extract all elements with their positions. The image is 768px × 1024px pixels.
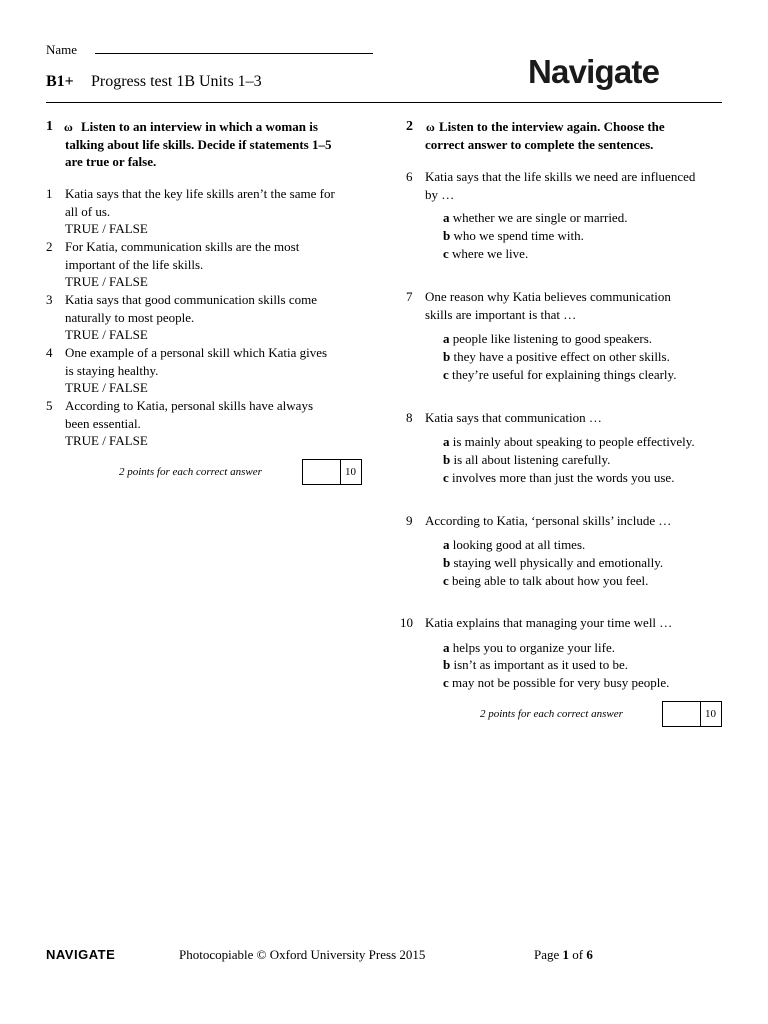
answer-option[interactable] [443, 227, 584, 245]
score-label: 2 points for each correct answer [119, 466, 262, 478]
score-total: 10 [345, 466, 356, 478]
option-letter: c [443, 246, 449, 261]
option-text: is mainly about speaking to people effectively. [452, 434, 695, 449]
question-number: 4 [46, 345, 53, 360]
page-current: 1 [562, 947, 570, 962]
instruction-line: are true or false. [65, 154, 157, 169]
option-letter: c [443, 470, 449, 485]
score-box [302, 459, 362, 485]
answer-option[interactable] [443, 451, 610, 469]
question-item [400, 614, 726, 632]
option-text: involves more than just the words you use. [452, 470, 675, 485]
score-box [662, 701, 722, 727]
page-of: of [569, 947, 587, 962]
option-text: where we live. [452, 246, 529, 261]
question-item [46, 397, 366, 451]
answer-option[interactable] [443, 674, 669, 692]
question-item [46, 238, 366, 292]
question-item [406, 288, 726, 324]
question-text: According to Katia, ‘personal skills’ include … [425, 513, 672, 528]
instruction-line: Listen to an interview in which a woman is [81, 119, 318, 134]
option-text: looking good at all times. [452, 537, 586, 552]
question-text: One example of a personal skill which Katia gives [65, 345, 328, 360]
exercise-2-heading [406, 118, 726, 156]
question-item [406, 409, 726, 427]
question-number: 9 [406, 513, 413, 528]
option-letter: c [443, 573, 449, 588]
header-divider [46, 102, 722, 103]
question-number: 6 [406, 169, 413, 184]
question-number: 10 [400, 615, 413, 630]
answer-option[interactable] [443, 245, 528, 263]
footer-brand: NAVIGATE [46, 947, 116, 962]
question-number: 2 [46, 239, 53, 254]
question-item [46, 291, 366, 345]
true-false-choice[interactable]: TRUE / FALSE [65, 433, 148, 448]
test-title: Progress test 1B Units 1–3 [91, 73, 262, 90]
question-number: 3 [46, 292, 53, 307]
answer-option[interactable] [443, 433, 695, 451]
option-text: being able to talk about how you feel. [452, 573, 649, 588]
name-write-line[interactable] [95, 42, 373, 54]
option-letter: c [443, 367, 449, 382]
question-text: important of the life skills. [65, 256, 204, 272]
page-total: 6 [586, 947, 593, 962]
true-false-choice[interactable]: TRUE / FALSE [65, 274, 148, 289]
score-entry-field[interactable] [303, 460, 341, 484]
question-number: 8 [406, 410, 413, 425]
question-text: skills are important is that … [425, 306, 577, 322]
option-text: they have a positive effect on other skills. [453, 349, 670, 364]
option-text: people like listening to good speakers. [452, 331, 653, 346]
option-letter: b [443, 555, 451, 570]
question-item [406, 512, 726, 530]
question-item [46, 344, 366, 398]
answer-option[interactable] [443, 348, 670, 366]
footer-copyright: Photocopiable © Oxford University Press 2015 [179, 947, 426, 962]
answer-option[interactable] [443, 572, 648, 590]
answer-option[interactable] [443, 554, 663, 572]
question-text: According to Katia, personal skills have always [65, 398, 314, 413]
option-letter: c [443, 675, 449, 690]
option-text: whether we are single or married. [452, 210, 628, 225]
question-item [46, 185, 366, 239]
question-item [406, 168, 726, 204]
instruction-line: correct answer to complete the sentences. [425, 136, 654, 152]
question-text: One reason why Katia believes communication [425, 289, 671, 304]
question-text: naturally to most people. [65, 309, 195, 325]
name-row [46, 42, 373, 58]
question-number: 5 [46, 398, 53, 413]
option-letter: a [443, 640, 450, 655]
score-total: 10 [705, 708, 716, 720]
true-false-choice[interactable]: TRUE / FALSE [65, 327, 148, 342]
question-text: been essential. [65, 415, 141, 431]
question-text: Katia explains that managing your time well … [425, 615, 673, 630]
option-letter: a [443, 537, 450, 552]
option-letter: a [443, 210, 450, 225]
question-text: is staying healthy. [65, 362, 159, 378]
question-text: Katia says that the key life skills aren’t the same for [65, 186, 335, 201]
page-indicator [534, 947, 593, 963]
option-text: isn’t as important as it used to be. [453, 657, 629, 672]
exercise-1-heading [46, 118, 366, 174]
option-text: staying well physically and emotionally. [453, 555, 664, 570]
question-number: 1 [46, 186, 53, 201]
option-letter: b [443, 452, 451, 467]
option-letter: a [443, 434, 450, 449]
question-text: For Katia, communication skills are the most [65, 239, 300, 254]
option-text: who we spend time with. [453, 228, 584, 243]
audio-icon: ω [64, 120, 73, 134]
option-letter: b [443, 228, 451, 243]
exercise-number: 1 [46, 119, 53, 134]
answer-option[interactable] [443, 330, 652, 348]
option-text: may not be possible for very busy people. [452, 675, 670, 690]
option-text: they’re useful for explaining things clearly. [452, 367, 677, 382]
score-label: 2 points for each correct answer [480, 708, 623, 720]
answer-option[interactable] [443, 209, 627, 227]
question-text: all of us. [65, 203, 111, 219]
question-text: Katia says that good communication skills come [65, 292, 318, 307]
answer-option[interactable] [443, 366, 676, 384]
question-text: Katia says that the life skills we need are influenced [425, 169, 696, 184]
answer-option[interactable] [443, 536, 585, 554]
answer-option[interactable] [443, 469, 674, 487]
question-number: 7 [406, 289, 413, 304]
audio-icon: ω [426, 120, 435, 134]
option-text: helps you to organize your life. [452, 640, 615, 655]
answer-option[interactable] [443, 656, 628, 674]
true-false-choice[interactable]: TRUE / FALSE [65, 221, 148, 236]
name-label: Name [46, 42, 78, 57]
true-false-choice[interactable]: TRUE / FALSE [65, 380, 148, 395]
level-label: B1+ [46, 73, 74, 90]
exercise-number: 2 [406, 119, 413, 134]
instruction-line: talking about life skills. Decide if statements 1–5 [65, 136, 332, 152]
navigate-logo: Navigate [528, 53, 660, 90]
option-letter: a [443, 331, 450, 346]
option-text: is all about listening carefully. [453, 452, 611, 467]
option-letter: b [443, 349, 451, 364]
answer-option[interactable] [443, 639, 615, 657]
question-text: Katia says that communication … [425, 410, 602, 425]
instruction-line: Listen to the interview again. Choose the [439, 119, 665, 134]
score-entry-field[interactable] [663, 702, 701, 726]
page-prefix: Page [534, 947, 563, 962]
option-letter: b [443, 657, 451, 672]
question-text: by … [425, 186, 455, 202]
